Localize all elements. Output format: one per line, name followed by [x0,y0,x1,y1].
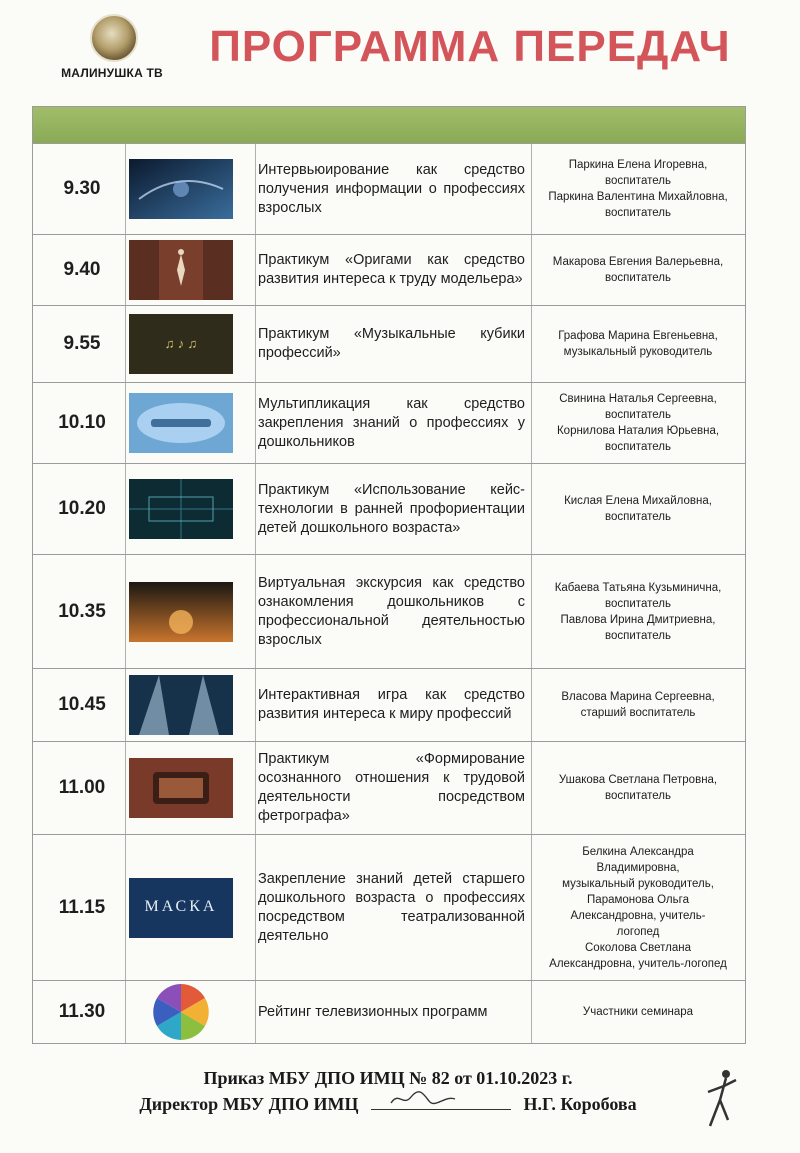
author-line: Паркина Валентина Михайловна, [548,191,728,203]
logo-text: МАЛИНУШКА ТВ [61,66,163,80]
program-title: Мультипликация как средство закрепления знаний о профессиях у дошкольников [258,395,525,450]
author-line: Власова Марина Сергеевна, [561,691,715,703]
rating-wheel-icon [129,982,233,1042]
program-title: Интервьюирование как средство получения информации о профессиях взрослых [258,161,525,216]
program-authors [545,844,731,972]
author-line: логопед [616,925,660,938]
author-line: старший воспитатель [580,707,696,719]
author-line: воспитатель [605,175,671,187]
music-icon [129,314,233,374]
signature [371,1095,511,1110]
program-time: 10.10 [58,412,106,433]
program-row [33,741,745,834]
game-icon [129,675,233,735]
program-time: 11.30 [58,1001,106,1022]
author-line: Александровна, учитель-логопед [549,957,727,970]
author-line: воспитатель [605,790,671,802]
program-row [33,305,745,382]
program-authors [557,689,718,721]
program-row [33,834,745,980]
program-row [33,382,745,463]
author-line: Белкина Александра [582,845,694,858]
program-title: Практикум «Оригами как средство развития интереса к труду модельера» [258,252,525,287]
program-time: 9.55 [63,333,101,354]
director-title: Директор МБУ ДПО ИМЦ [139,1094,359,1114]
author-line: Графова Марина Евгеньевна, [558,330,718,342]
program-row [33,554,745,668]
cartoon-icon [129,393,233,453]
table-header-bar [33,106,745,143]
author-line: воспитатель [605,207,671,219]
author-line: Свинина Наталья Сергеевна, [559,393,717,405]
theatre-icon [129,878,233,938]
program-row [33,463,745,554]
page-title: ПРОГРАММА ПЕРЕДАЧ [209,22,731,71]
schedule-table [32,106,746,1044]
author-line: музыкальный руководитель, [562,877,714,890]
author-line: Ушакова Светлана Петровна, [558,774,718,786]
author-line: воспитатель [605,409,671,421]
program-title: Практикум «Музыкальные кубики профессий» [258,326,525,361]
program-authors [560,493,716,525]
author-line: Паркина Елена Игоревна, [568,159,708,171]
excursion-icon [129,582,233,642]
program-title: Интерактивная игра как средство развития интереса к миру профессий [258,687,525,722]
fashion-icon [129,240,233,300]
program-time: 10.45 [58,694,106,715]
channel-logo [52,10,170,90]
program-authors [553,391,723,455]
author-line: Владимировна, [596,861,680,874]
program-title: Виртуальная экскурсия как средство ознакомления дошкольников с профессиональной деятельностью взрослых [258,574,525,648]
author-line: Кислая Елена Михайловна, [564,495,712,507]
program-authors [554,328,722,360]
program-authors [551,580,726,644]
program-authors [544,157,731,221]
author-line: Корнилова Наталия Юрьевна, [556,425,720,437]
author-line: Павлова Ирина Дмитриевна, [560,613,716,626]
program-row [33,234,745,305]
program-title: Практикум «Использование кейс-технологии в ранней профориентации детей дошкольного возраста» [258,481,525,536]
author-line: воспитатель [605,441,671,453]
thumb-caption: МАСКА [144,897,218,915]
program-title: Практикум «Формирование осознанного отношения к трудовой деятельности посредством фетрографа» [258,751,525,824]
author-line: Кабаева Татьяна Кузьминична, [554,581,722,594]
night-city-icon [129,159,233,219]
svg-text:♫ ♪ ♫: ♫ ♪ ♫ [164,336,198,351]
author-line: Александровна, учитель- [570,909,706,922]
dancer-icon [700,1066,740,1142]
program-title: Закрепление знаний детей старшего дошкольного возраста о профессиях посредством театрализованной деятельно [258,870,525,944]
logo-emblem-icon [90,14,138,62]
order-line: Приказ МБУ ДПО ИМЦ № 82 от 01.10.2023 г. [203,1068,573,1088]
program-time: 10.20 [58,498,106,519]
program-time: 9.30 [63,178,101,199]
program-time: 11.00 [58,777,106,798]
author-line: воспитатель [605,272,671,284]
program-row [33,143,745,234]
director-line [0,1094,788,1115]
author-line: Парамонова Ольга [587,893,689,906]
program-time: 9.40 [63,259,101,280]
tech-icon [129,479,233,539]
program-time: 11.15 [58,896,106,918]
author-line: Участники семинара [582,1006,694,1018]
program-authors [579,1004,697,1020]
program-time: 10.35 [58,600,106,622]
program-row [33,668,745,741]
program-authors [549,254,727,286]
author-line: Соколова Светлана [585,941,691,954]
author-line: воспитатель [605,629,671,642]
felt-icon [129,758,233,818]
director-name: Н.Г. Коробова [523,1094,637,1114]
author-line: музыкальный руководитель [563,346,713,358]
author-line: воспитатель [605,597,671,610]
program-row [33,980,745,1043]
author-line: воспитатель [605,511,671,523]
program-title: Рейтинг телевизионных программ [258,1003,488,1020]
program-authors [555,772,721,804]
author-line: Макарова Евгения Валерьевна, [552,256,724,268]
